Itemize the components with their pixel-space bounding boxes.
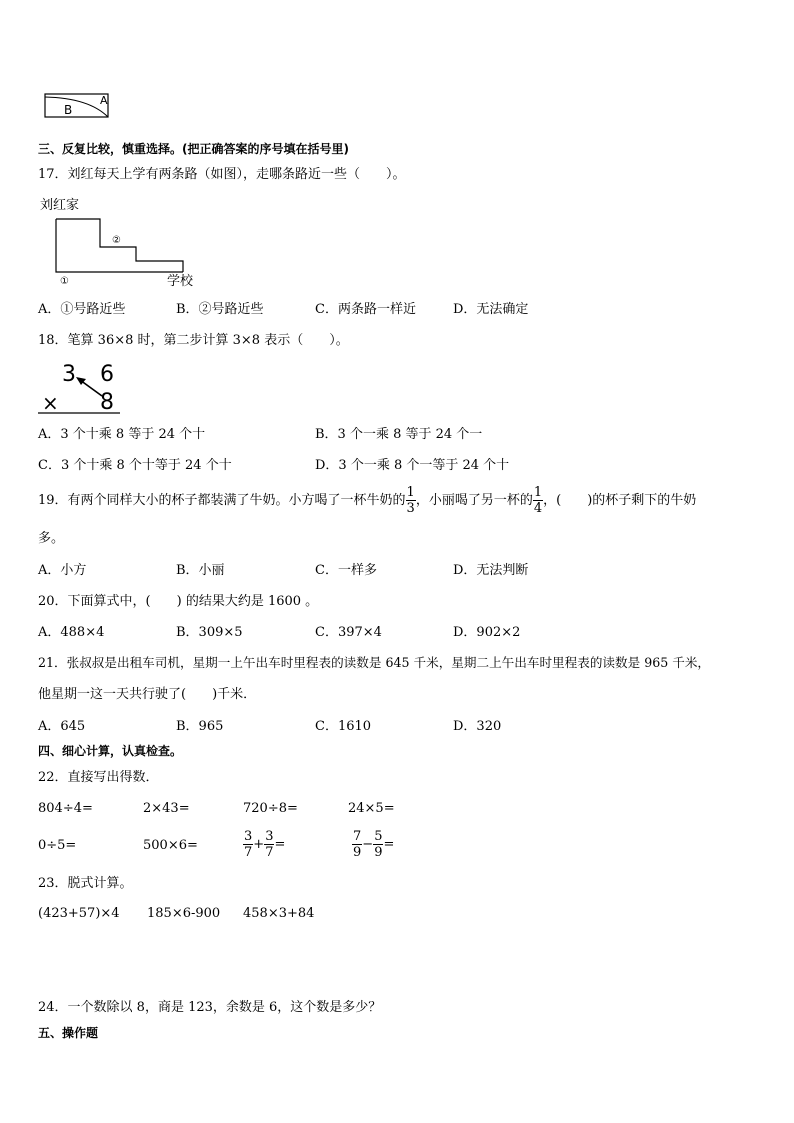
q18-option-a: A．3 个十乘 8 等于 24 个十: [38, 427, 206, 442]
route-1-label: ①: [60, 276, 69, 287]
times-sign: ×: [42, 391, 59, 415]
q19-part2: ，小丽喝了另一杯的: [415, 493, 533, 508]
q19-part1: 19．有两个同样大小的杯子都装满了牛奶。小方喝了一杯牛奶的: [38, 493, 406, 508]
q17-option-a: A．①号路近些: [38, 302, 126, 317]
q21-option-c: C．1610: [315, 719, 372, 734]
q18-option-d: D．3 个一乘 8 个一等于 24 个十: [315, 458, 510, 473]
home-label: 刘红家: [40, 198, 80, 213]
q19-line2: 多。: [38, 531, 65, 546]
digit-6: 6: [100, 362, 114, 387]
q19-option-c: C．一样多: [315, 563, 377, 578]
q17-option-d: D．无法确定: [453, 302, 529, 317]
section3-heading: 三、反复比较，慎重选择。(把正确答案的序号填在括号里): [38, 142, 349, 156]
q17-option-c: C．两条路一样近: [315, 302, 416, 317]
q21-option-b: B．965: [176, 719, 224, 734]
q20-option-d: D．902×2: [453, 625, 521, 640]
q17-route-figure: [38, 195, 208, 287]
q21-option-a: A．645: [38, 719, 86, 734]
q23-text: 23．脱式计算。: [38, 876, 133, 891]
q20-option-a: A．488×4: [38, 625, 105, 640]
label-b: B: [64, 103, 73, 117]
q23-item: 185×6-900: [147, 906, 221, 921]
q22-text: 22．直接写出得数．: [38, 770, 159, 785]
q23-item: 458×3+84: [243, 906, 315, 921]
school-label: 学校: [167, 274, 194, 287]
q22-item: 500×6=: [143, 838, 198, 853]
route-2-label: ②: [112, 235, 121, 246]
q24-text: 24．一个数除以 8，商是 123，余数是 6，这个数是多少？: [38, 1000, 382, 1015]
q22-item: 0÷5=: [38, 838, 77, 853]
q18-option-c: C．3 个十乘 8 个十等于 24 个十: [38, 458, 232, 473]
q21-line2: 他星期一这一天共行驶了( )千米．: [38, 687, 257, 702]
q17-option-b: B．②号路近些: [176, 302, 264, 317]
arrow-line: [80, 380, 102, 396]
q18-option-b: B．3 个一乘 8 等于 24 个一: [315, 427, 483, 442]
q22-item: 720÷8=: [243, 801, 298, 816]
section4-heading: 四、细心计算，认真检查。: [38, 744, 183, 758]
q19-option-d: D．无法判断: [453, 563, 529, 578]
q22-item: 2×43=: [143, 801, 190, 816]
q22-item: 804÷4=: [38, 801, 93, 816]
digit-8: 8: [100, 390, 114, 415]
q23-item: (423+57)×4: [38, 906, 120, 921]
q18-text: 18．笔算 36×8 时，第二步计算 3×8 表示（ ）。: [38, 333, 349, 348]
q19-part3: ，( )的杯子剩下的牛奶: [543, 493, 697, 508]
section5-heading: 五、操作题: [38, 1026, 99, 1040]
q19-fraction-2: $\frac{1}{4}$: [533, 485, 543, 516]
q22-fraction-difference: $\frac{7}{9}$ − $\frac{5}{9}$ =: [353, 829, 395, 860]
label-a: A: [100, 94, 108, 107]
q20-text: 20．下面算式中，( ) 的结果大约是 1600 。: [38, 594, 319, 609]
q19-line1: [38, 484, 696, 518]
q20-option-c: C．397×4: [315, 625, 382, 640]
q20-option-b: B．309×5: [176, 625, 243, 640]
q21-line1: 21．张叔叔是出租车司机，星期一上午出车时里程表的读数是 645 千米，星期二上午出车时里程表的读数是 965 千米，: [38, 655, 711, 670]
q19-fraction-1: $\frac{1}{3}$: [406, 485, 415, 516]
q22-item: 24×5=: [348, 801, 395, 816]
q21-option-d: D．320: [453, 719, 502, 734]
q17-text: 17．刘红每天上学有两条路（如图），走哪条路近一些（ ）。: [38, 167, 406, 182]
digit-3: 3: [62, 362, 76, 387]
top-figure: [44, 92, 112, 120]
q18-vertical-multiplication: [36, 360, 128, 416]
q19-option-a: A．小方: [38, 563, 87, 578]
q19-option-b: B．小丽: [176, 563, 225, 578]
q22-fraction-sum: $\frac{3}{7}$ + $\frac{3}{7}$ =: [244, 829, 286, 860]
